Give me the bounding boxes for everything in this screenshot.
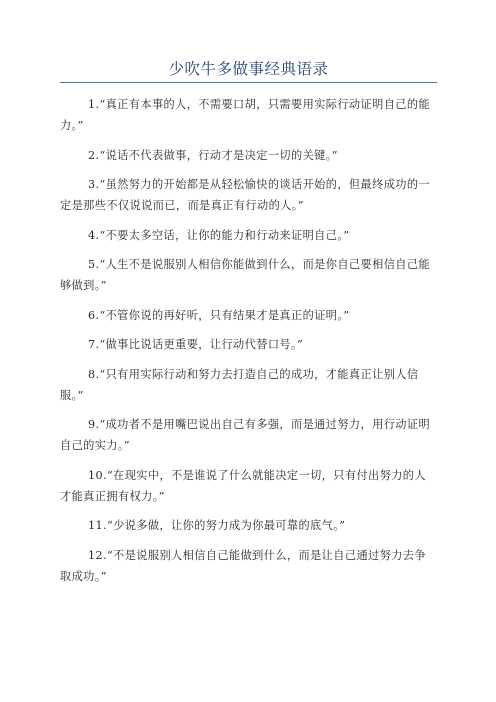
quote-list (60, 94, 437, 595)
quote-item-11: 11.“少说多做，让你的努力成为你最可靠的底气。” (88, 519, 346, 532)
title-underline (60, 82, 437, 83)
quote-item-7: 7.“做事比说话更重要，让行动代替口号。” (88, 338, 304, 351)
quote-item-12: 12.“不是说服别人相信自己能做到什么，而是让自己通过努力去争取成功。” (60, 548, 426, 583)
quote-item-9: 9.“成功者不是用嘴巴说出自己有多强，而是通过努力，用行动证明自己的实力。” (60, 418, 431, 452)
quote-item-5: 5.“人生不是说服别人相信你能做到什么，而是你自己要相信自己能够做到。” (60, 258, 431, 292)
document-title: 少吹牛多做事经典语录 (168, 60, 329, 78)
quote-item-10: 10.“在现实中，不是谁说了什么就能决定一切，只有付出努力的人才能真正拥有权力。” (60, 468, 426, 503)
quote-item-8: 8.“只有用实际行动和努力去打造自己的成功，才能真正让别人信服。” (60, 367, 419, 402)
quote-item-4: 4.“不要太多空话，让你的能力和行动来证明自己。” (88, 228, 350, 242)
quote-item-2: 2.“说话不代表做事，行动才是决定一切的关键。” (88, 148, 338, 162)
quote-item-6: 6.“不管你说的再好听，只有结果才是真正的证明。” (88, 308, 350, 322)
quote-item-1: 1.“真正有本事的人，不需要口胡，只需要用实际行动证明自己的能力。” (60, 98, 431, 132)
quote-item-3: 3.“虽然努力的开始都是从轻松愉快的谈话开始的，但最终成功的一定是那些不仅说说而已，而是真正有行动的人。” (60, 178, 431, 212)
